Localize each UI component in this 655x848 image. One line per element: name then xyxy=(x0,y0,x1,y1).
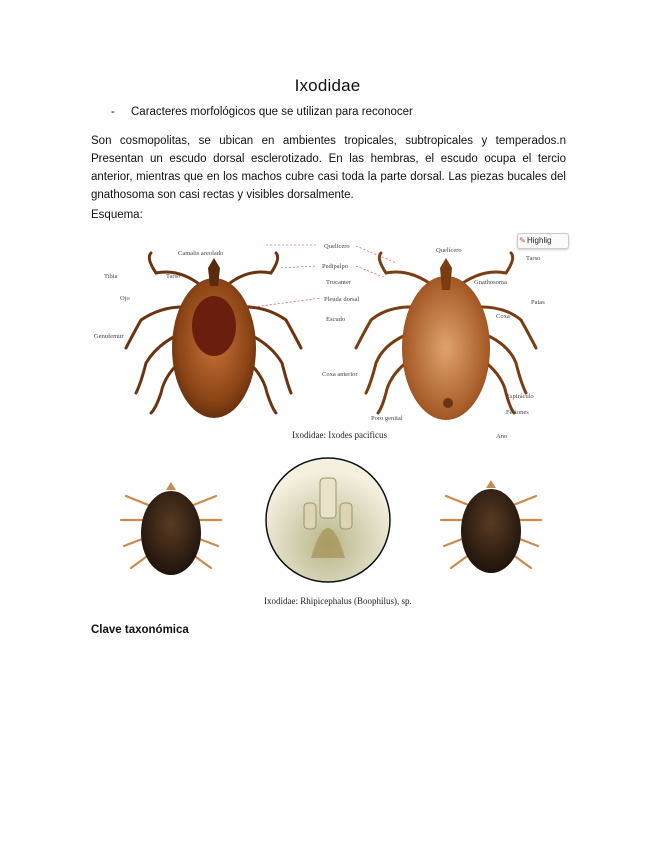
highlight-button-label: Highlig xyxy=(527,236,552,245)
svg-text:Coxa: Coxa xyxy=(496,313,510,320)
svg-text:Espiráculo: Espiráculo xyxy=(506,393,534,400)
svg-text:Escudo: Escudo xyxy=(326,316,346,323)
svg-text:Ano: Ano xyxy=(496,433,508,440)
svg-text:Camalis areolado: Camalis areolado xyxy=(178,250,224,257)
svg-text:Festones: Festones xyxy=(506,409,529,416)
highlighter-icon: ✎ xyxy=(519,236,526,245)
svg-text:Quelicero: Quelicero xyxy=(324,243,350,250)
svg-text:Quelícero: Quelícero xyxy=(436,247,462,254)
svg-text:Ojo: Ojo xyxy=(120,295,130,302)
svg-text:Poro genital: Poro genital xyxy=(371,415,403,422)
svg-text:Coxa anterior: Coxa anterior xyxy=(322,371,358,378)
page-title: Ixodidae xyxy=(294,76,361,95)
bullet-text: Caracteres morfológicos que se utilizan para reconocer xyxy=(131,106,413,118)
svg-text:Tarso: Tarso xyxy=(526,255,541,262)
figure2-caption: Ixodidae: Rhipicephalus (Boophilus), sp. xyxy=(264,596,412,606)
bullet-marker: - xyxy=(111,106,115,118)
svg-text:Genufemur: Genufemur xyxy=(94,333,124,340)
description-paragraph: Son cosmopolitas, se ubican en ambientes tropicales, subtropicales y temperados.n Presentan un escudo dorsal esclerotizado. En las hembras, el escudo ocupa el tercio anterior, mientras que en los machos cubre casi toda la parte dorsal. Las piezas bucales del gnathosoma son casi rectas y visibles dorsalmente. xyxy=(91,135,566,201)
svg-text:Trocanter: Trocanter xyxy=(326,279,352,286)
svg-text:Tarso: Tarso xyxy=(166,273,181,280)
svg-text:Pedipalpo: Pedipalpo xyxy=(322,263,348,270)
tick-figure xyxy=(86,228,570,608)
clave-label: Clave taxonómica xyxy=(91,624,189,636)
svg-text:Pleuda dorsal: Pleuda dorsal xyxy=(324,296,360,303)
svg-text:Gnathosoma: Gnathosoma xyxy=(474,279,507,286)
svg-text:Patas: Patas xyxy=(531,299,545,306)
svg-text:Tibia: Tibia xyxy=(104,273,118,280)
figure1-caption: Ixodidae: Ixodes pacificus xyxy=(292,430,387,440)
esquema-label: Esquema: xyxy=(91,209,143,221)
